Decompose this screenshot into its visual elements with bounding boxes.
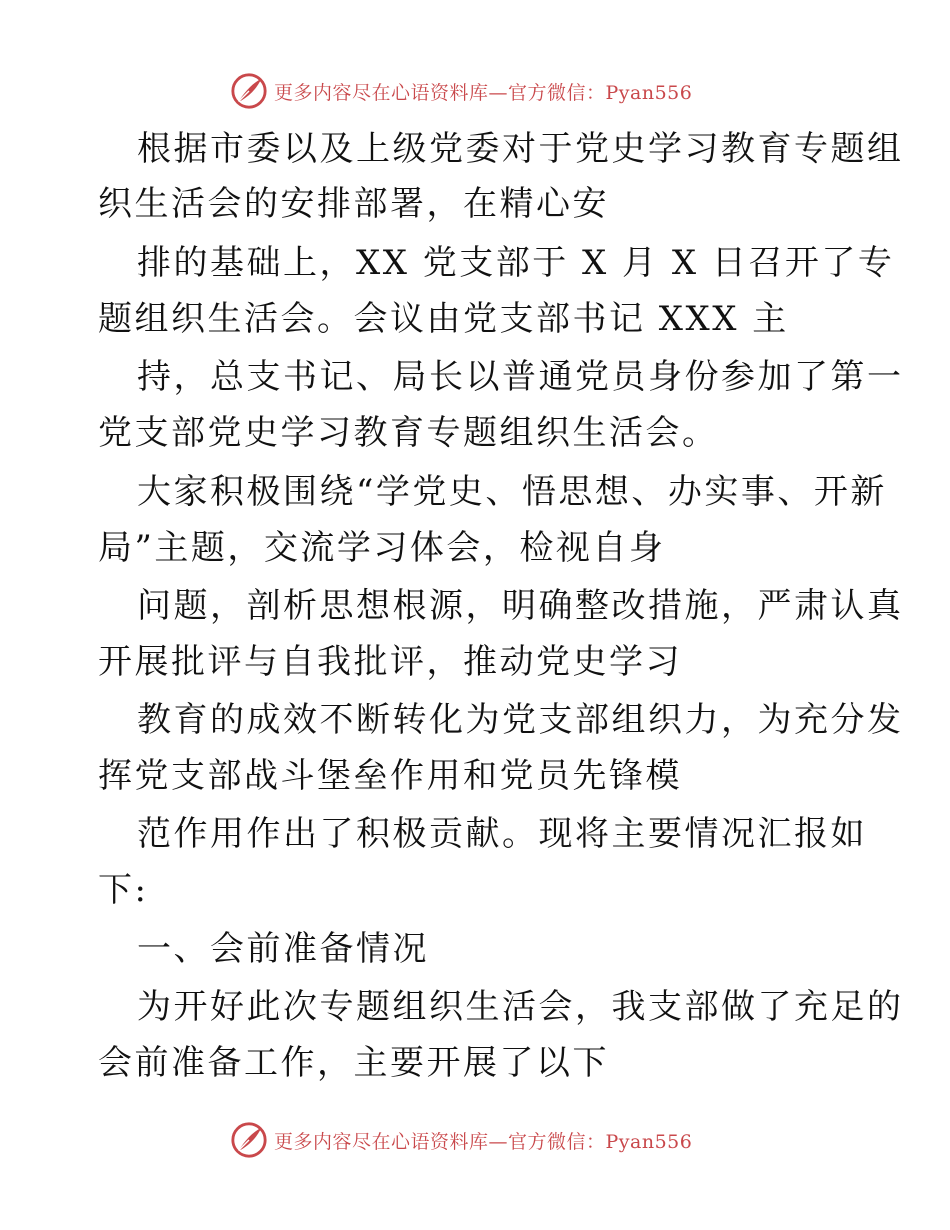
quill-logo-icon xyxy=(230,72,268,110)
watermark-header xyxy=(230,71,692,111)
body-line: 题组织生活会。会议由党支部书记 XXX 主 xyxy=(98,299,789,339)
body-line: 持，总支书记、局长以普通党员身份参加了第一 xyxy=(137,357,904,397)
body-line: 局”主题，交流学习体会，检视自身 xyxy=(98,528,666,568)
body-line: 范作用作出了积极贡献。现将主要情况汇报如 xyxy=(137,814,867,854)
body-line: 为开好此次专题组织生活会，我支部做了充足的 xyxy=(137,987,904,1027)
body-line: 问题，剖析思想根源，明确整改措施，严肃认真 xyxy=(137,586,904,626)
body-line: 党支部党史学习教育专题组织生活会。 xyxy=(98,413,719,453)
body-line: 开展批评与自我批评，推动党史学习 xyxy=(98,642,682,682)
body-line: 下: xyxy=(98,870,149,910)
watermark-text: 更多内容尽在心语资料库—官方微信：Pyan556 xyxy=(274,1130,693,1153)
body-line: 大家积极围绕“学党史、悟思想、办实事、开新 xyxy=(137,472,887,512)
section-heading: 一、会前准备情况 xyxy=(137,929,429,969)
quill-logo-icon xyxy=(230,1121,268,1159)
body-line: 会前准备工作，主要开展了以下 xyxy=(98,1043,609,1083)
body-line: 根据市委以及上级党委对于党史学习教育专题组 xyxy=(137,129,904,169)
body-line: 排的基础上，XX 党支部于 X 月 X 日召开了专 xyxy=(137,243,895,283)
watermark-text: 更多内容尽在心语资料库—官方微信：Pyan556 xyxy=(274,81,693,104)
body-line: 教育的成效不断转化为党支部组织力，为充分发 xyxy=(137,700,904,740)
body-line: 挥党支部战斗堡垒作用和党员先锋模 xyxy=(98,756,682,796)
watermark-footer xyxy=(230,1120,692,1160)
body-line: 织生活会的安排部署，在精心安 xyxy=(98,184,609,224)
